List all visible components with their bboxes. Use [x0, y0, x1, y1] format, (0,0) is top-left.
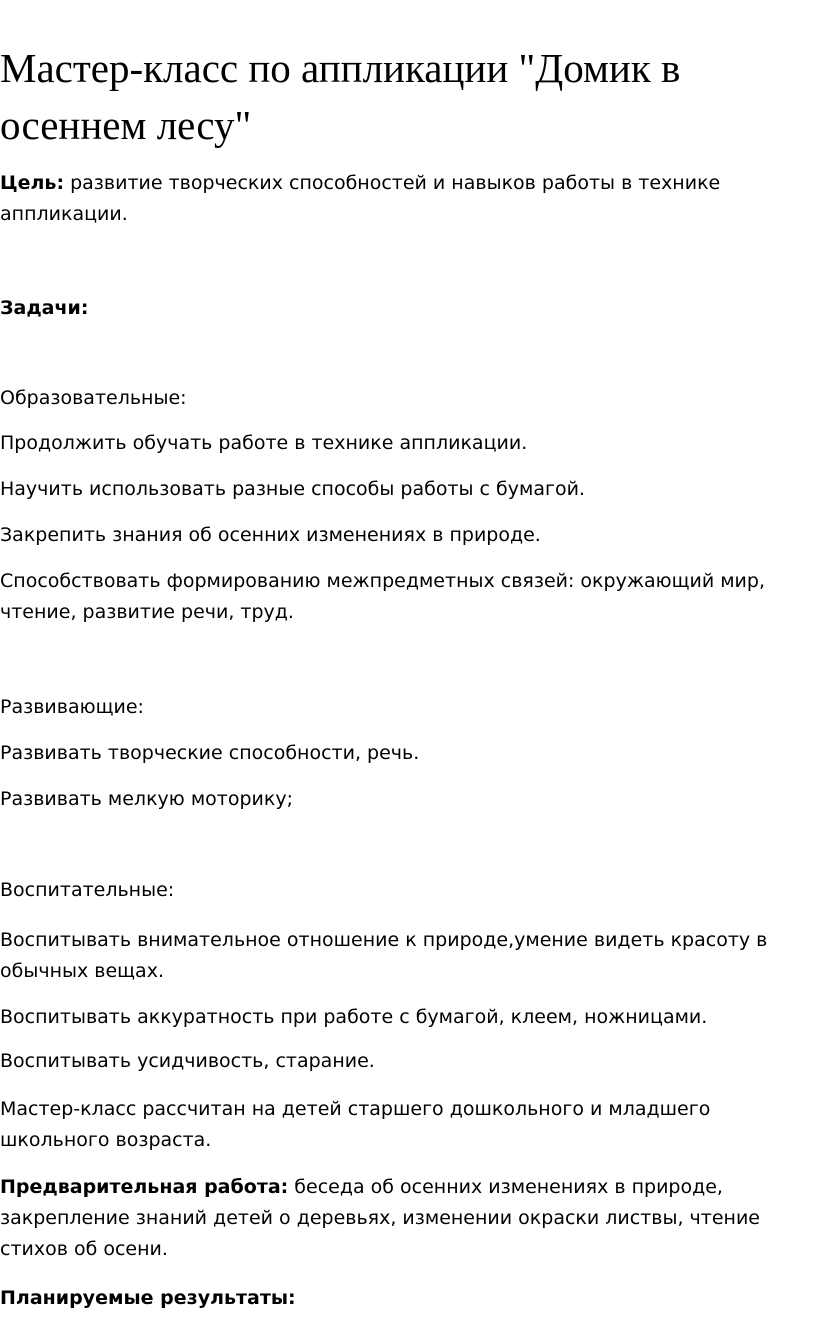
upbringing-item-3: Воспитывать усидчивость, старание.	[0, 1050, 375, 1072]
audience-line-1: Мастер-класс рассчитан на детей старшего дошкольного и младшего	[0, 1098, 711, 1120]
preliminary-label: Предварительная работа:	[0, 1176, 289, 1198]
results-heading: Планируемые результаты:	[0, 1287, 296, 1309]
educational-item-2: Научить использовать разные способы работы с бумагой.	[0, 478, 585, 500]
educational-item-4-line-1: Способствовать формированию межпредметных связей: окружающий мир,	[0, 570, 766, 592]
goal-text-line-2: аппликации.	[0, 203, 128, 225]
educational-item-1: Продолжить обучать работе в технике аппликации.	[0, 432, 528, 454]
upbringing-item-2: Воспитывать аккуратность при работе с бумагой, клеем, ножницами.	[0, 1006, 708, 1028]
goal-text-line-1: развитие творческих способностей и навыков работы в технике	[64, 172, 721, 194]
educational-heading: Образовательные:	[0, 387, 187, 409]
developing-heading: Развивающие:	[0, 696, 144, 718]
audience-line-2: школьного возраста.	[0, 1129, 212, 1151]
title-line-1: Мастер-класс по аппликации "Домик в	[0, 45, 681, 91]
developing-item-1: Развивать творческие способности, речь.	[0, 742, 420, 764]
title-line-2: осеннем лесу"	[0, 102, 252, 148]
preliminary-paragraph	[0, 1172, 812, 1265]
audience-paragraph	[0, 1094, 812, 1156]
educational-item-3: Закрепить знания об осенних изменениях в природе.	[0, 524, 541, 546]
educational-item-4-line-2: чтение, развитие речи, труд.	[0, 601, 294, 623]
upbringing-item-1-line-1: Воспитывать внимательное отношение к природе,умение видеть красоту в	[0, 929, 768, 951]
preliminary-text-line-3: стихов об осени.	[0, 1238, 168, 1260]
preliminary-text-line-1: беседа об осенних изменениях в природе,	[288, 1176, 723, 1198]
educational-item-4	[0, 566, 812, 628]
goal-label: Цель:	[0, 172, 65, 194]
upbringing-item-1-line-2: обычных вещах.	[0, 960, 164, 982]
goal-paragraph	[0, 168, 812, 230]
developing-item-2: Развивать мелкую моторику;	[0, 788, 293, 810]
upbringing-item-1	[0, 925, 812, 987]
preliminary-text-line-2: закрепление знаний детей о деревьях, изменении окраски листвы, чтение	[0, 1207, 760, 1229]
upbringing-heading: Воспитательные:	[0, 879, 175, 901]
tasks-heading: Задачи:	[0, 297, 89, 319]
document-title	[0, 40, 800, 154]
